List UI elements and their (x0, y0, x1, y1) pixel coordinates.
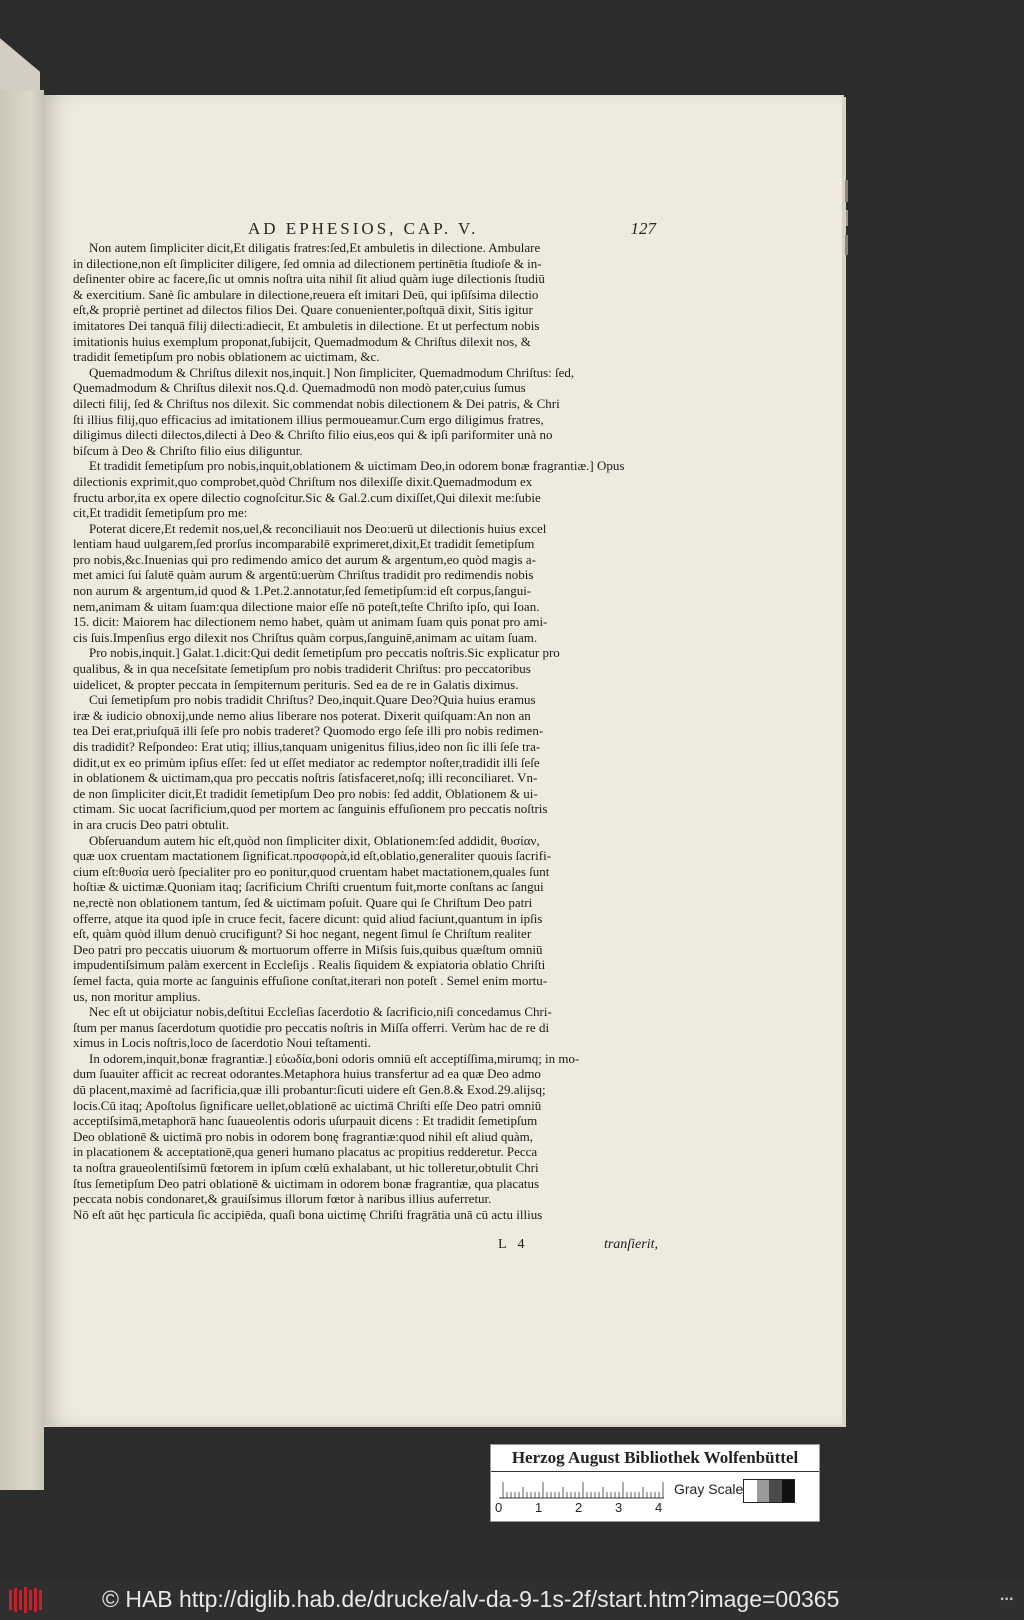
text-line: cit,Et tradidit ſemetipſum pro me: (73, 505, 248, 521)
gray-scale-label: Gray Scale (674, 1481, 744, 1497)
page-edge-marks (842, 180, 854, 270)
ruler-label-3: 3 (615, 1500, 623, 1515)
text-line: eſt, quàm quòd illum denuò crucifigunt? Si hoc negant, negent ſimul ſe Chriſtum realiter (73, 926, 532, 942)
text-line: quæ uox cruentam mactationem ſignificat.προσφορὰ,id eſt,oblatio,generaliter quouis ſacrifi- (73, 848, 552, 864)
text-line: dum ſuauiter afficit ac recreat odorantes.Metaphora huius transfertur ad ea quæ Deo admo (73, 1066, 541, 1082)
text-line: acceptiſsimā,metaphorā hanc ſuaueolentis odoris uſurpauit dicens : Et tradidit ſemetipſum (73, 1113, 538, 1129)
text-line: dilecti filij, ſed & Chriſtus nos dilexit. Sic commendat nobis dilectionem & Dei patris, & Chri (73, 395, 560, 411)
text-line: ctimam. Sic uocat ſacrificium,quod per mortem ac ſanguinis effuſionem pro peccatis noſtris (73, 801, 548, 817)
text-line: cium eſt:θυσία uerò ſpecialiter pro eo ponitur,quod cruentam habet mactationem,quales ſunt (73, 863, 550, 879)
text-line: offerre, atque ita quod ipſe in cruce fecit, facere dicunt: quid aliud faciunt,quantum in ipſis (73, 910, 543, 926)
ruler-label-4: 4 (655, 1500, 663, 1515)
running-head (248, 218, 656, 240)
signature-line (498, 1237, 658, 1257)
text-line: ta noſtra graueolentiſsimū fœtorem in ipſum cœlū exhalabant, ut hic tolleretur,obtulit Chri (73, 1160, 539, 1176)
text-line: Non autem ſimpliciter dicit,Et diligatis fratres:ſed,Et ambuletis in dilectione. Ambulare (89, 240, 541, 255)
text-line: deſinenter obire ac facere,ſic ut omnis noſtra uita nihil ſit aliud quàm iuge dilectionis ſtudiū (73, 271, 545, 287)
text-line: ſti illius filij,quo efficacius ad imitationem illius permoueamur.Cum ergo diligimus fratres, (73, 411, 544, 427)
page-number: 127 (630, 219, 656, 238)
text-line: Obſeruandum autem hic eſt,quòd non ſimpliciter dixit, Oblationem:ſed addidit, θυσίαν, (89, 832, 540, 848)
color-calibration-card (490, 1444, 820, 1522)
text-line: imitationis huius exemplum proponat,ſubijcit, Quemadmodum & Chriſtus dilexit nos, & (73, 333, 531, 349)
text-line: Quemadmodum & Chriſtus dilexit nos,inquit.] Non ſimpliciter, Quemadmodum Chriſtus: ſed, (89, 364, 575, 380)
text-line: ſtum per manus ſacerdotum quotidie pro peccatis noſtris in Miſſa offerri. Verùm hac de re di (73, 1019, 550, 1035)
text-line: Et tradidit ſemetipſum pro nobis,inquit,oblationem & uictimam Deo,in odorem bonæ fragrantiæ.] Opus (89, 458, 625, 474)
text-line: in ara crucis Deo patri obtulit. (73, 816, 229, 832)
text-line: ximus in Locis noſtris,loco de ſacerdotio Noui teſtamenti. (73, 1035, 371, 1051)
ruler-label-1: 1 (535, 1500, 543, 1515)
body-text (73, 240, 653, 1240)
scale-ruler (499, 1477, 664, 1499)
text-line: ſtus ſemetipſum Deo patri oblationē & uictimam in odorem bonæ fragrantiæ, qua placatus (73, 1175, 540, 1191)
text-line: cis ſuis.Impenſius ergo dilexit nos Chriſtus quàm corpus,ſanguinē,animam ac uitam ſuam. (73, 629, 538, 645)
text-line: Quemadmodum & Chriſtus dilexit nos.Q.d. Quemadmodū non modò pater,cuius ſumus (73, 380, 526, 396)
footer-bar (0, 1580, 1024, 1620)
copyright-url[interactable]: © HAB http://diglib.hab.de/drucke/alv-da-9-1s-2f/start.htm?image=00365 (102, 1586, 840, 1612)
text-line: dilectionis exprimit,quo comprobet,quòd Chriſtum nos dilexiſſe dixit.Quemadmodum ex (73, 473, 533, 489)
text-line: in dilectione,non eſt ſimpliciter diligere, ſed omnia ad dilectionem pertinētia ſtudioſe & in- (73, 255, 542, 271)
text-line: Nō eſt aūt hęc particula ſic accipiēda, quaſi bona uictimę Chriſti fragrātia unā cū actu illius (73, 1206, 543, 1222)
text-line: lentiam haud uulgarem,ſed prorſus incomparabilē exprimeret,dixit,Et tradidit ſemetipſum (73, 536, 535, 552)
text-line: dū placent,maximè ad ſacrificia,quæ illi probantur:ſicuti uidere eſt Gen.8.& Exod.29.alijsq; (73, 1082, 546, 1098)
catchword: tranſierit, (603, 1237, 658, 1252)
text-line: 15. dicit: Maiorem hac dilectionem nemo habet, quàm ut animam ſuam quis ponat pro ami- (73, 614, 548, 630)
text-line: imitatores Dei tanquā filij dilecti:adiecit, Et ambuletis in dilectione. Et ut perfectum nobis (73, 317, 540, 333)
ruler-label-0: 0 (495, 1500, 503, 1515)
hab-logo-icon (8, 1586, 46, 1614)
text-line: iræ & iudicio obnoxij,unde nemo alius liberare nos poterat. Dixerit quiſquam:An non an (73, 707, 531, 723)
text-line: uidelicet, & propter peccata in ſempiternum perituris. Sed ea de re in Galatis diximus. (73, 676, 519, 692)
text-line: In odorem,inquit,bonæ fragrantiæ.] εὐωδία,boni odoris omniū eſt acceptiſſima,mirumq; in mo- (89, 1050, 580, 1066)
signature-mark: L 4 (498, 1237, 529, 1252)
ruler-label-2: 2 (575, 1500, 583, 1515)
text-line: Cui ſemetipſum pro nobis tradidit Chriſtus? Deo,inquit.Quare Deo?Quia huius eramus (89, 692, 536, 708)
text-line: non aurum & argentum,id quod & 1.Pet.2.annotatur,ſed ſemetipſum:id eſt corpus,ſangui- (73, 583, 532, 599)
text-line: ſemel facta, quia morte ac ſanguinis effuſione conſtat,iterari non poteſt . Semel enim mortu- (73, 972, 548, 988)
previous-page-edge (0, 90, 44, 1490)
text-line: tea Dei erat,priuſquā illi ſeſe pro nobis traderet? Quomodo ergo ſeſe illi pro nobis redimen- (73, 723, 544, 739)
running-head-title: AD EPHESIOS, CAP. V. (248, 219, 479, 238)
text-line: Pro nobis,inquit.] Galat.1.dicit:Qui dedit ſemetipſum pro peccatis noſtris.Sic explicatur pro (89, 645, 560, 661)
text-line: eſt,& propriè pertinet ad dilectos filios Dei. Quare conuenienter,poſtquā dixit, Sitis igitur (73, 302, 533, 318)
text-line: locis.Cū itaq; Apoſtolus ſignificare uellet,oblationē ac uictimā Chriſti eſſe Deo patri omniū (73, 1097, 542, 1113)
text-line: peccata nobis condonaret,& grauiſsimus illorum fœtor à naribus illius auferretur. (73, 1191, 492, 1207)
text-line: pro nobis,&c.Inuenias qui pro redimendo amico det aurum & argentum,eo quòd magis a- (73, 551, 536, 567)
text-line: us, non moritur amplius. (73, 988, 201, 1004)
text-line: diligimus dilecti dilectos,dilecti à Deo & Chriſto filio eius,eos qui & ipſi pariformiter unà no (73, 427, 553, 443)
text-line: in oblationem & uictimam,qua pro peccatis noſtris ſatisfaceret,noſq; illi reconciliaret. Vn- (73, 770, 538, 786)
text-line: Deo oblationē & uictimā pro nobis in odorem bonę fragrantiæ:quod nihil eſt aliud quàm, (73, 1128, 533, 1144)
text-line: met amici ſui ſalutē quàm aurum & argentū:uerùm Chriſtus tradidit pro redimendis nobis (73, 567, 534, 583)
text-line: Deo patri pro peccatis uiuorum & mortuorum offerre in Miſsis ſuis,quibus quæſtum omniū (73, 941, 543, 957)
gray-scale-swatch (743, 1479, 795, 1503)
library-name: Herzog August Bibliothek Wolfenbüttel (491, 1448, 819, 1472)
text-line: biſcum à Deo & Chriſto filio eius diliguntur. (73, 442, 303, 458)
text-line: qualibus, & in qua neceſsitate ſemetipſum pro nobis tradiderit Chriſtus: pro peccatoribus (73, 661, 531, 677)
text-line: nem,animam & uitam ſuam:qua dilectione maior eſſe nō poteſt,teſte Chriſto ipſo, qui Ioan. (73, 598, 540, 614)
ruler-labels (495, 1500, 665, 1516)
text-line: impudentiſsimum palàm exercent in Eccleſijs . Realis ſiquidem & expiatoria oblatio Chriſti (73, 957, 546, 973)
text-line: fructu arbor,ita ex opere dilectio cognoſcitur.Sic & Gal.2.cum dixiſſet,Qui dilexit me:ſubie (73, 489, 541, 505)
text-line: & exercitium. Sanè ſic ambulare in dilectione,reuera eſt imitari Deū, qui ipſiſsima dilectio (73, 286, 539, 302)
text-line: hoſtiæ & uictimæ.Quoniam itaq; ſacrificium Chriſti cruentum fuit,morte conſtans ac ſangui (73, 879, 544, 895)
text-line: de non ſimpliciter dicit,Et tradidit ſemetipſum Deo pro nobis: ſed addit, Oblationem & ui- (73, 785, 538, 801)
text-line: dis tradidit? Reſpondeo: Erat utiq; illius,tanquam unigenitus filius,ideo non ſic illi ſeſe tra- (73, 739, 541, 754)
text-line: in placationem & acceptationē,qua generi humano placatus ac propitius redderetur. Pecca (73, 1144, 538, 1160)
text-line: tradidit ſemetipſum pro nobis oblationem ac uictimam, &c. (73, 349, 380, 365)
text-line: Poterat dicere,Et redemit nos,uel,& reconciliauit nos Deo:uerū ut dilectionis huius excel (89, 520, 547, 536)
text-line: ne,rectè non oblationem tantum, ſed & uictimam poſuit. Quare qui ſe Chriſtum Deo patri (73, 894, 533, 910)
text-line: didit,ut ex eo primùm ipſius eſſet: ſed ut eſſet mediator ac redemptor noſter,tradidit illi ſeſe (73, 754, 540, 770)
text-line: Nec eſt ut obijciatur nobis,deſtitui Eccleſias ſacerdotio & ſacrificio,niſi concedamus Chri- (89, 1004, 552, 1020)
footer-dots: ▪▪▪ (1000, 1594, 1014, 1605)
